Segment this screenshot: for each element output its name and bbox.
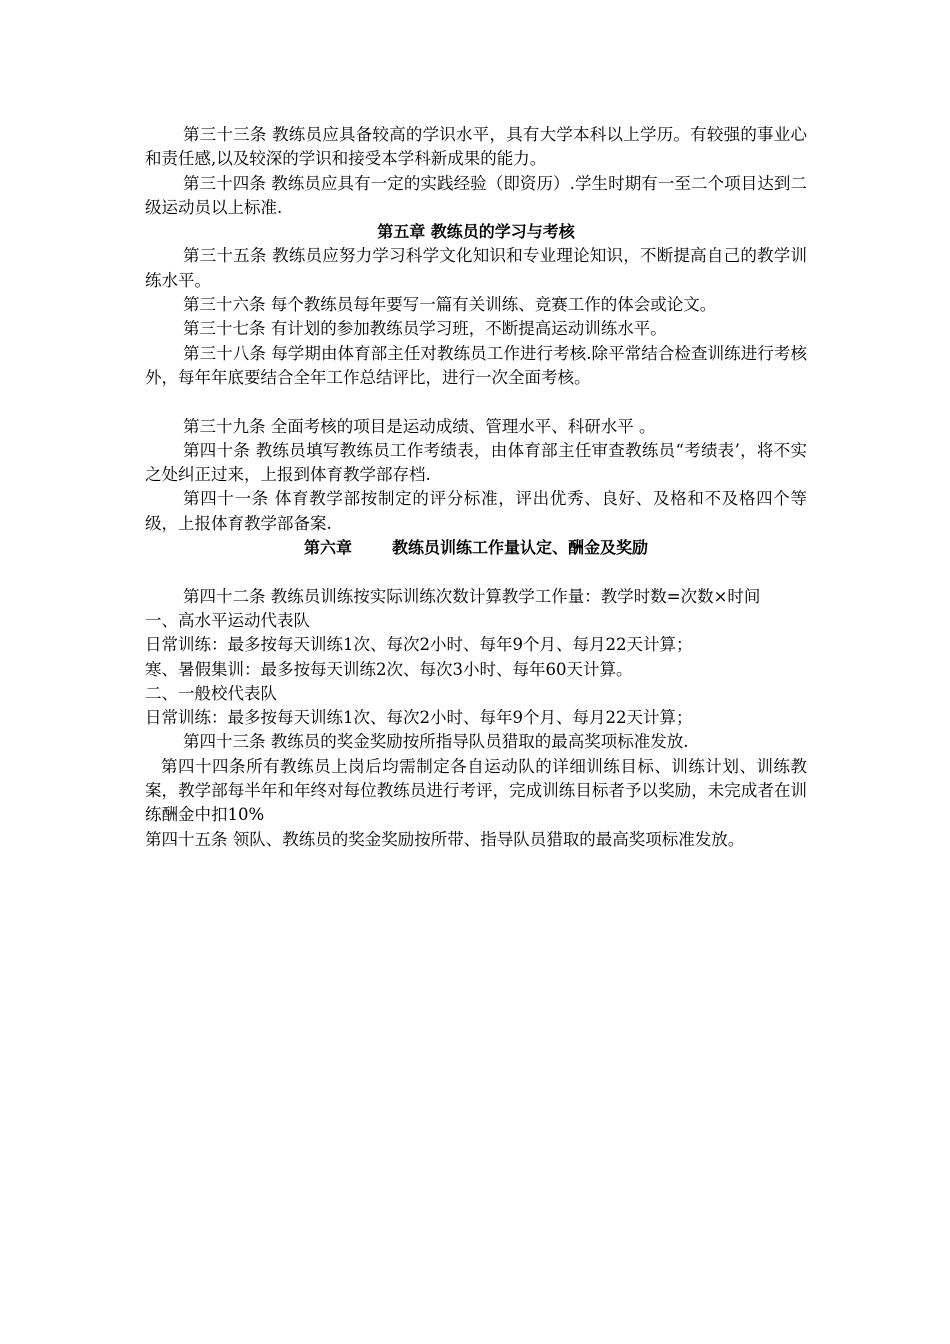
list-item-1-daily: 日常训练：最多按每天训练1次、每次2小时、每年9个月、每月22天计算； <box>145 635 693 655</box>
list-item-1: 一、高水平运动代表队 <box>145 610 310 630</box>
article-36: 第三十六条 每个教练员每年要写一篇有关训练、竞赛工作的体会或论文。 <box>183 295 717 315</box>
list-item-2: 二、一般校代表队 <box>145 683 277 703</box>
document-page <box>145 123 807 852</box>
article-37: 第三十七条 有计划的参加教练员学习班，不断提高运动训练水平。 <box>183 319 667 339</box>
article-42: 第四十二条 教练员训练按实际训练次数计算教学工作量：教学时数=次数×时间 <box>183 586 761 606</box>
chapter-6-label: 第六章 <box>303 538 352 558</box>
chapter-6-title: 教练员训练工作量认定、酬金及奖励 <box>392 538 649 558</box>
blank-line <box>145 390 807 414</box>
article-35: 第三十五条 教练员应努力学习科学文化知识和专业理论知识，不断提高自己的教学训练水平。 <box>145 246 807 290</box>
article-45: 第四十五条 领队、教练员的奖金奖励按所带、指导队员猎取的最高奖项标准发放。 <box>145 829 745 849</box>
article-44: 第四十四条所有教练员上岗后均需制定各自运动队的详细训练目标、训练计划、训练教案，教学部每半年和年终对每位教练员进行考评，完成训练目标者予以奖励，未完成者在训练酬金中扣10% <box>145 756 807 825</box>
blank-line <box>145 560 807 584</box>
article-38: 第三十八条 每学期由体育部主任对教练员工作进行考核.除平常结合检查训练进行考核外，每年年底要结合全年工作总结评比，进行一次全面考核。 <box>145 343 807 387</box>
chapter-6-heading <box>145 536 807 560</box>
article-39: 第三十九条 全面考核的项目是运动成绩、管理水平、科研水平 。 <box>183 416 656 436</box>
article-41: 第四十一条 体育教学部按制定的评分标准，评出优秀、良好、及格和不及格四个等级，上报体育教学部备案. <box>145 489 807 533</box>
article-33: 第三十三条 教练员应具备较高的学识水平，具有大学本科以上学历。有较强的事业心和责任感,以及较深的学识和接受本学科新成果的能力。 <box>145 125 807 169</box>
article-43: 第四十三条 教练员的奖金奖励按所指导队员猎取的最高奖项标准发放. <box>183 732 689 752</box>
article-40: 第四十条 教练员填写教练员工作考绩表，由体育部主任审查教练员“考绩表’，将不实之处纠正过来，上报到体育教学部存档. <box>145 440 807 485</box>
chapter-5-heading: 第五章 教练员的学习与考核 <box>377 222 575 242</box>
list-item-2-daily: 日常训练：最多按每天训练1次、每次2小时、每年9个月、每月22天计算； <box>145 708 693 728</box>
article-34: 第三十四条 教练员应具有一定的实践经验（即资历）.学生时期有一至二个项目达到二级运动员以上标准. <box>145 173 807 217</box>
list-item-1-holiday: 寒、暑假集训：最多按每天训练2次、每次3小时、每年60天计算。 <box>145 659 633 679</box>
